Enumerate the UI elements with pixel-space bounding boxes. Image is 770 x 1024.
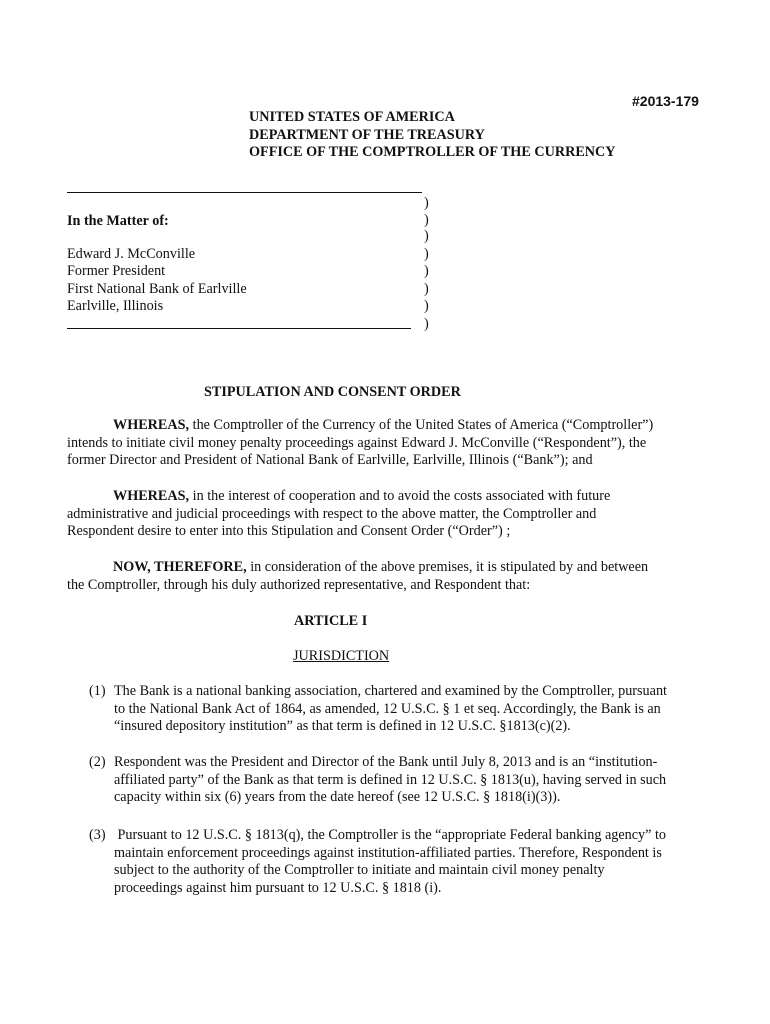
agency-line-3: OFFICE OF THE COMPTROLLER OF THE CURRENCY (249, 144, 616, 160)
item-text (114, 827, 666, 897)
caption-paren: ) (424, 281, 429, 297)
item-number: (2) (89, 754, 106, 770)
item-number: (3) (89, 827, 106, 843)
now-therefore-text: in consideration of the above premises, it is stipulated by and between (246, 559, 649, 575)
party-name: Edward J. McConville (67, 246, 196, 262)
item-line: to the National Bank Act of 1864, as amended, 12 U.S.C. § 1 et seq. Accordingly, the Bank is an (114, 700, 661, 717)
caption-paren: ) (424, 228, 429, 244)
party-bank: First National Bank of Earlville (67, 281, 247, 297)
agency-line-1: UNITED STATES OF AMERICA (249, 109, 455, 125)
caption-top-rule (67, 192, 422, 193)
whereas-lead: WHEREAS, (113, 488, 190, 504)
item-line: Respondent was the President and Director of the Bank until July 8, 2013 and is an “institution- (114, 754, 658, 770)
whereas-paragraph-2 (67, 488, 610, 541)
now-therefore-text: the Comptroller, through his duly authorized representative, and Respondent that: (67, 576, 531, 593)
whereas-text: intends to initiate civil money penalty proceedings against Edward J. McConville (“Respondent”), the (67, 434, 647, 451)
caption-bottom-rule (67, 328, 411, 329)
whereas-paragraph-1 (67, 417, 653, 470)
caption-paren: ) (424, 316, 429, 332)
whereas-text: former Director and President of National Bank of Earlville, Earlville, Illinois (“Bank”); and (67, 452, 593, 469)
item-line: maintain enforcement proceedings against institution-affiliated parties. Therefore, Respondent is (114, 844, 662, 861)
party-location: Earlville, Illinois (67, 298, 164, 314)
item-line: affiliated party” of the Bank as that term is defined in 12 U.S.C. § 1813(u), having served in such (114, 771, 667, 788)
item-line: capacity within six (6) years from the date hereof (see 12 U.S.C. § 1818(i)(3)). (114, 789, 561, 806)
item-line: proceedings against him pursuant to 12 U.S.C. § 1818 (i). (114, 879, 442, 896)
whereas-text: Respondent desire to enter into this Stipulation and Consent Order (“Order”) ; (67, 523, 511, 540)
whereas-text: the Comptroller of the Currency of the United States of America (“Comptroller”) (189, 417, 654, 433)
agency-line-2: DEPARTMENT OF THE TREASURY (249, 127, 485, 143)
item-line: The Bank is a national banking association, chartered and examined by the Comptroller, pursuant (114, 683, 667, 699)
order-number: #2013-179 (632, 93, 699, 109)
whereas-lead: WHEREAS, (113, 417, 190, 433)
article-heading: ARTICLE I (294, 613, 368, 629)
whereas-text: in the interest of cooperation and to avoid the costs associated with future (189, 488, 611, 504)
now-therefore-paragraph (67, 559, 648, 594)
item-text (114, 683, 667, 736)
matter-label: In the Matter of: (67, 213, 169, 229)
caption-paren: ) (424, 246, 429, 262)
item-line: Pursuant to 12 U.S.C. § 1813(q), the Comptroller is the “appropriate Federal banking agency” to (114, 827, 667, 843)
item-text (114, 754, 666, 807)
item-line: subject to the authority of the Comptroller to initiate and maintain civil money penalty (114, 862, 605, 879)
caption-paren: ) (424, 298, 429, 314)
now-therefore-lead: NOW, THEREFORE, (113, 559, 247, 575)
caption-paren: ) (424, 195, 429, 211)
article-subheading: JURISDICTION (293, 648, 390, 664)
item-number: (1) (89, 683, 106, 699)
caption-paren: ) (424, 263, 429, 279)
whereas-text: administrative and judicial proceedings with respect to the above matter, the Comptroller and (67, 505, 597, 522)
item-line: “insured depository institution” as that term is defined in 12 U.S.C. §1813(c)(2). (114, 718, 571, 735)
document-title: STIPULATION AND CONSENT ORDER (204, 384, 461, 400)
caption-paren: ) (424, 212, 429, 228)
party-title: Former President (67, 263, 166, 279)
